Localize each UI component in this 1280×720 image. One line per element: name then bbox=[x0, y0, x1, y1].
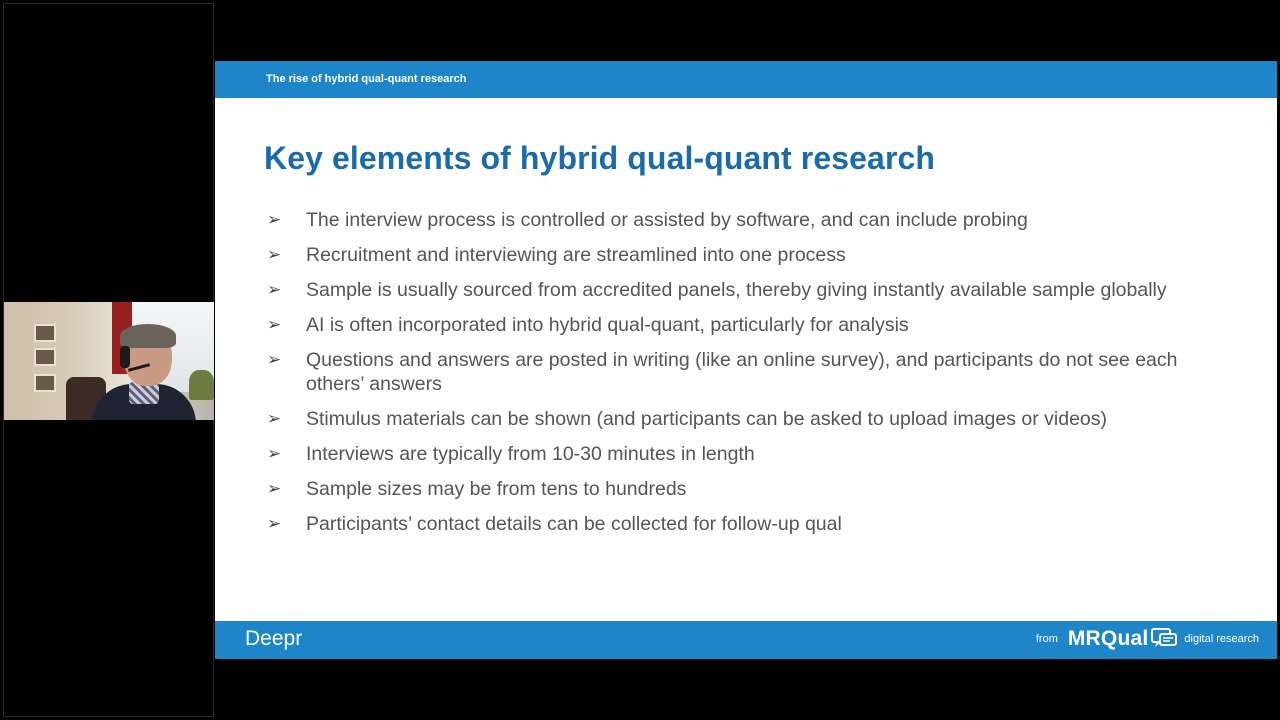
participant-hair bbox=[120, 324, 176, 348]
arrow-bullet-icon: ➢ bbox=[267, 210, 282, 230]
plant bbox=[189, 370, 214, 400]
slide-footer-bar bbox=[215, 621, 1277, 659]
arrow-bullet-icon: ➢ bbox=[267, 280, 282, 300]
bullet-item bbox=[267, 442, 1227, 466]
arrow-bullet-icon: ➢ bbox=[267, 350, 282, 370]
arrow-bullet-icon: ➢ bbox=[267, 409, 282, 429]
bullet-text: AI is often incorporated into hybrid qual-quant, particularly for analysis bbox=[306, 314, 909, 336]
bullet-text: Questions and answers are posted in writing (like an online survey), and participants do not see each others’ answers bbox=[306, 349, 1178, 395]
deepr-logo: Deepr bbox=[245, 627, 303, 650]
bullet-text: Participants’ contact details can be collected for follow-up qual bbox=[306, 513, 842, 535]
bullet-item bbox=[267, 313, 1227, 337]
bullet-item bbox=[267, 348, 1227, 396]
arrow-bullet-icon: ➢ bbox=[267, 444, 282, 464]
tagline: digital research bbox=[1184, 633, 1259, 645]
bullet-item bbox=[267, 512, 1227, 536]
slide-header-bar bbox=[215, 61, 1277, 98]
mrqual-logo: MRQual bbox=[1067, 627, 1149, 650]
headset-icon bbox=[120, 346, 130, 368]
slide-header-text: The rise of hybrid qual-quant research bbox=[266, 73, 467, 85]
bullet-item bbox=[267, 407, 1227, 431]
participant-video-strip bbox=[3, 3, 214, 717]
bullet-text: The interview process is controlled or assisted by software, and can include probing bbox=[306, 209, 1028, 231]
bullet-text: Stimulus materials can be shown (and participants can be asked to upload images or videos) bbox=[306, 408, 1108, 430]
bullet-item bbox=[267, 243, 1227, 267]
presentation-slide bbox=[215, 61, 1277, 659]
arrow-bullet-icon: ➢ bbox=[267, 315, 282, 335]
arrow-bullet-icon: ➢ bbox=[267, 245, 282, 265]
wall-picture bbox=[34, 324, 56, 342]
wall-picture bbox=[34, 348, 56, 366]
bullet-item bbox=[267, 477, 1227, 501]
bullet-text: Recruitment and interviewing are streamlined into one process bbox=[306, 244, 846, 266]
slide-title: Key elements of hybrid qual-quant research bbox=[264, 140, 936, 176]
bullet-text: Interviews are typically from 10-30 minutes in length bbox=[306, 443, 755, 465]
bullet-item bbox=[267, 208, 1227, 232]
wall-picture bbox=[34, 374, 56, 392]
bullet-text: Sample sizes may be from tens to hundreds bbox=[306, 478, 687, 500]
footer-branding bbox=[1036, 627, 1259, 651]
arrow-bullet-icon: ➢ bbox=[267, 479, 282, 499]
participant-video-tile[interactable] bbox=[4, 302, 214, 420]
from-label: from bbox=[1035, 633, 1058, 645]
chat-bubble-icon bbox=[1151, 628, 1178, 650]
arrow-bullet-icon: ➢ bbox=[267, 514, 282, 534]
bullet-list bbox=[267, 208, 1227, 547]
bullet-item bbox=[267, 278, 1227, 302]
bullet-text: Sample is usually sourced from accredited panels, thereby giving instantly available sample globally bbox=[306, 279, 1167, 301]
